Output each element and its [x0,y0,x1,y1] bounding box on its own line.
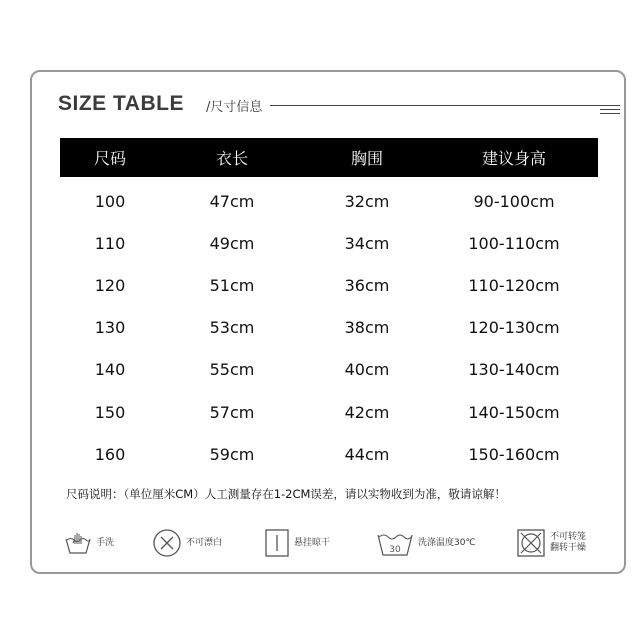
cell-size: 160 [94,444,126,464]
title-cn: /尺寸信息 [206,100,263,115]
care-item-no-bleach [152,524,222,562]
column-header-chest: 胸围 [350,149,383,168]
cell-chest: 34cm [344,233,390,253]
care-item-no-tumble-dry [516,524,586,562]
table-header [60,138,598,177]
cell-chest: 36cm [344,275,390,295]
no-bleach-icon [152,528,182,558]
care-item-hand-wash [64,524,114,562]
table-row [60,264,598,306]
no-tumble-dry-icon [516,528,546,558]
wash-30-icon [376,529,414,557]
cell-size: 150 [94,402,126,422]
cell-chest: 42cm [344,402,390,422]
cell-length: 53cm [209,318,255,338]
wash-temp-text: 30 [389,545,401,555]
cell-size: 140 [94,360,126,380]
title-en: SIZE TABLE [58,92,184,115]
cell-size: 120 [94,275,126,295]
table-row [60,180,598,222]
column-header-length: 衣长 [215,149,248,168]
cell-length: 59cm [209,444,255,464]
cell-height: 150-160cm [468,444,560,464]
cell-size: 130 [94,318,126,338]
cell-length: 51cm [209,275,255,295]
care-label-hand-wash: 手洗 [96,537,115,548]
care-item-wash-30 [376,524,476,562]
cell-chest: 44cm [344,444,390,464]
table-body [60,180,598,475]
cell-height: 130-140cm [468,360,560,380]
table-row [60,307,598,349]
header-divider [270,105,620,106]
header [58,92,602,122]
cell-length: 49cm [209,233,255,253]
care-label-wash-30: 洗涤温度30℃ [418,537,476,548]
column-header-size: 尺码 [93,149,126,168]
cell-height: 140-150cm [468,402,560,422]
menu-lines-icon [600,105,620,114]
cell-length: 47cm [209,191,255,211]
cell-height: 110-120cm [468,275,560,295]
care-label-no-tumble-dry [550,532,586,554]
care-label-hang-dry: 悬挂晾干 [294,537,331,548]
table-row [60,433,598,475]
cell-length: 57cm [209,402,255,422]
table-row [60,391,598,433]
cell-height: 120-130cm [468,318,560,338]
care-instructions [62,524,602,562]
cell-size: 110 [94,233,126,253]
care-item-hang-dry [264,524,330,562]
cell-length: 55cm [209,360,255,380]
care-label-line1: 不可转笼 [550,532,587,542]
cell-height: 90-100cm [473,191,555,211]
care-label-no-bleach: 不可漂白 [186,537,223,548]
column-header-height: 建议身高 [481,149,546,168]
cell-chest: 38cm [344,318,390,338]
hand-wash-icon [64,530,92,556]
hang-dry-icon [264,528,290,558]
cell-chest: 40cm [344,360,390,380]
care-label-line2: 翻转干燥 [550,543,587,553]
size-table-card [30,70,626,574]
cell-size: 100 [94,191,126,211]
cell-chest: 32cm [344,191,390,211]
table-row [60,349,598,391]
cell-height: 100-110cm [468,233,560,253]
size-note: 尺码说明：（单位厘米CM）人工测量存在1-2CM误差，请以实物收到为准，敬请谅解！ [66,487,506,501]
table-row [60,222,598,264]
